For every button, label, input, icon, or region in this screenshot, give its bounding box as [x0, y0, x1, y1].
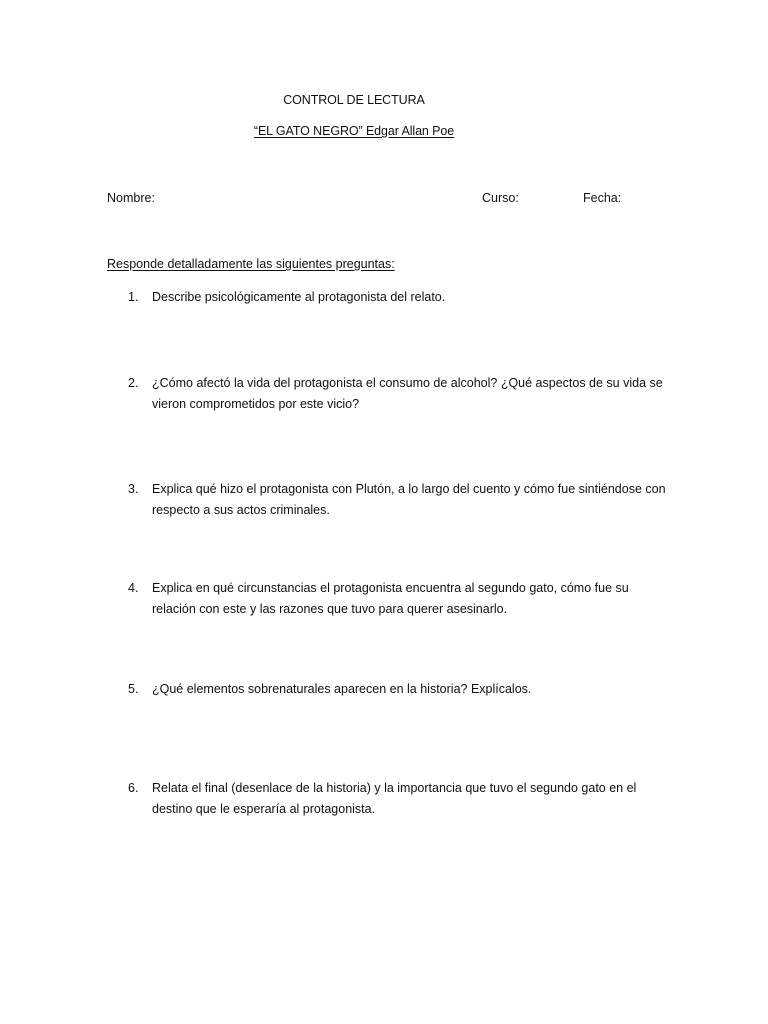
question-text: ¿Qué elementos sobrenaturales aparecen en la historia? Explícalos. [152, 682, 532, 696]
field-label-curso: Curso: [482, 191, 519, 205]
question-number: 3. [128, 482, 139, 496]
page-subtitle: “EL GATO NEGRO” Edgar Allan Poe [253, 124, 455, 138]
question-text: Describe psicológicamente al protagonista del relato. [152, 290, 446, 304]
question-number: 1. [128, 290, 139, 304]
question-item [128, 373, 668, 415]
question-number: 5. [128, 682, 139, 696]
question-item [128, 479, 668, 521]
question-number: 4. [128, 581, 139, 595]
question-number: 2. [128, 376, 139, 390]
question-item [128, 287, 668, 308]
question-text: ¿Cómo afectó la vida del protagonista el consumo de alcohol? ¿Qué aspectos de su vida se vieron comprometidos por este vicio? [152, 376, 663, 411]
question-item [128, 778, 668, 820]
question-text: Relata el final (desenlace de la historia) y la importancia que tuvo el segundo gato en el destino que le esperaría al protagonista. [152, 781, 637, 816]
question-item [128, 679, 668, 700]
page-title: CONTROL DE LECTURA [283, 93, 425, 107]
field-label-nombre: Nombre: [107, 191, 155, 205]
question-item [128, 578, 668, 620]
question-text: Explica en qué circunstancias el protagonista encuentra al segundo gato, cómo fue su relación con este y las razones que tuvo para querer asesinarlo. [152, 581, 629, 616]
field-label-fecha: Fecha: [583, 191, 622, 205]
question-text: Explica qué hizo el protagonista con Plutón, a lo largo del cuento y cómo fue sintiéndose con respecto a sus actos criminales. [152, 482, 666, 517]
instructions-heading: Responde detalladamente las siguientes preguntas: [107, 257, 395, 271]
question-number: 6. [128, 781, 139, 795]
